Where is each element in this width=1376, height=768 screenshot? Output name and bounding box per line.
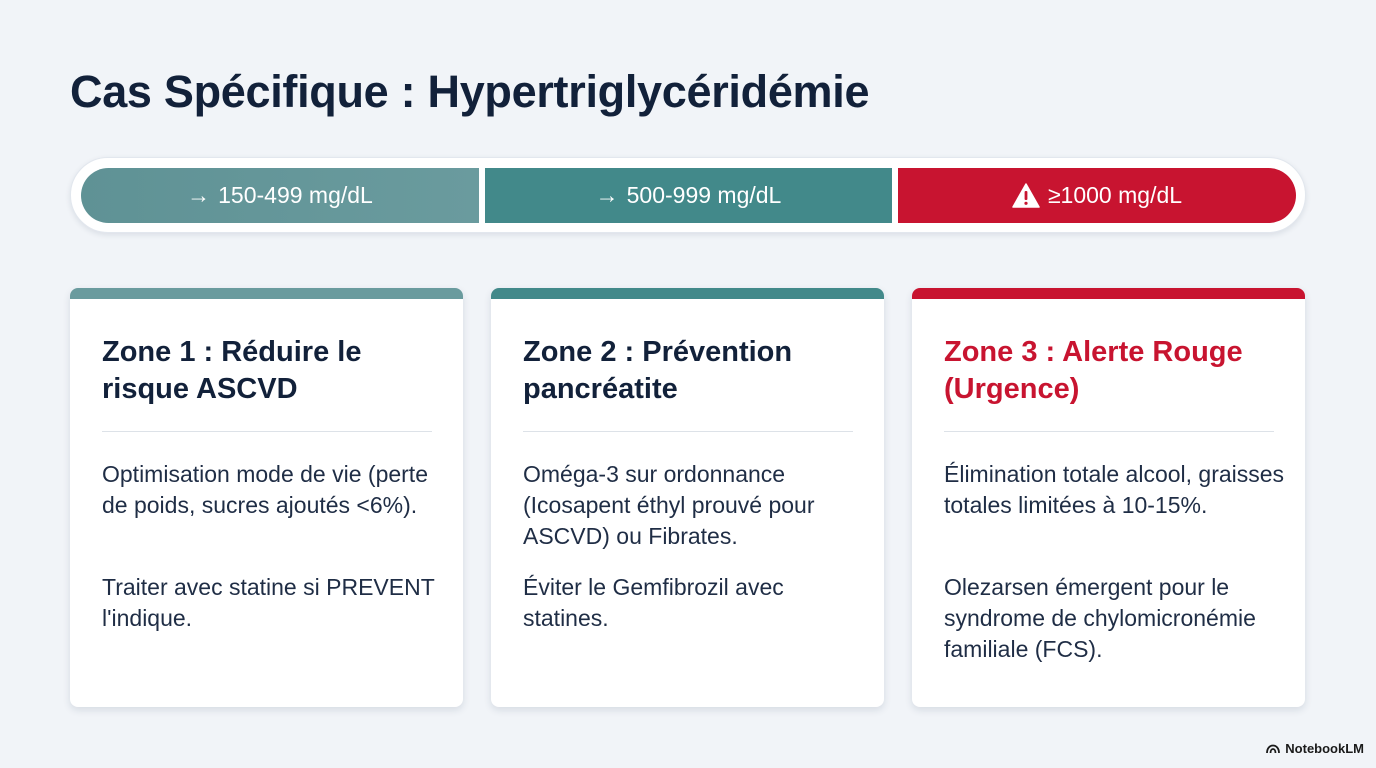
range-label: ≥1000 mg/dL — [1047, 182, 1183, 208]
card-accent-bar — [912, 288, 1305, 299]
zone-text: Traiter avec statine si PREVENT l'indique. — [102, 574, 435, 631]
zone-card-2 — [491, 288, 884, 707]
range-segment-3 — [898, 168, 1296, 223]
range-label: 150-499 mg/dL — [218, 182, 373, 208]
warning-icon — [1012, 183, 1040, 209]
arrow-right-icon: → — [187, 182, 211, 208]
arrow-right-icon: → — [595, 182, 619, 208]
zone-title: Zone 1 : Réduire le risque ASCVD — [102, 336, 362, 405]
brand-watermark — [1266, 741, 1364, 756]
triglyceride-range-bar — [70, 157, 1306, 233]
zone-text: Olezarsen émergent pour le syndrome de chylomicronémie familiale (FCS). — [944, 574, 1256, 662]
zone-title: Zone 2 : Prévention pancréatite — [523, 336, 793, 405]
zone-card-3 — [912, 288, 1305, 707]
zone-text: Oméga-3 sur ordonnance (Icosapent éthyl prouvé pour ASCVD) ou Fibrates. — [523, 461, 815, 549]
page-title: Cas Spécifique : Hypertriglycéridémie — [70, 66, 870, 117]
card-accent-bar — [70, 288, 463, 299]
brand-label: NotebookLM — [1285, 741, 1364, 756]
divider — [944, 431, 1274, 432]
notebooklm-logo-icon — [1266, 744, 1280, 754]
divider — [102, 431, 432, 432]
card-accent-bar — [491, 288, 884, 299]
zone-text: Optimisation mode de vie (perte de poids, sucres ajoutés <6%). — [102, 461, 428, 518]
divider — [523, 431, 853, 432]
zone-text: Élimination totale alcool, graisses totales limitées à 10-15%. — [944, 461, 1285, 518]
zone-text: Éviter le Gemfibrozil avec statines. — [523, 574, 784, 631]
range-label: 500-999 mg/dL — [626, 182, 782, 208]
range-segment-1 — [81, 168, 479, 223]
zone-card-1 — [70, 288, 463, 707]
range-segment-2 — [485, 168, 892, 223]
zone-title: Zone 3 : Alerte Rouge (Urgence) — [944, 336, 1243, 405]
